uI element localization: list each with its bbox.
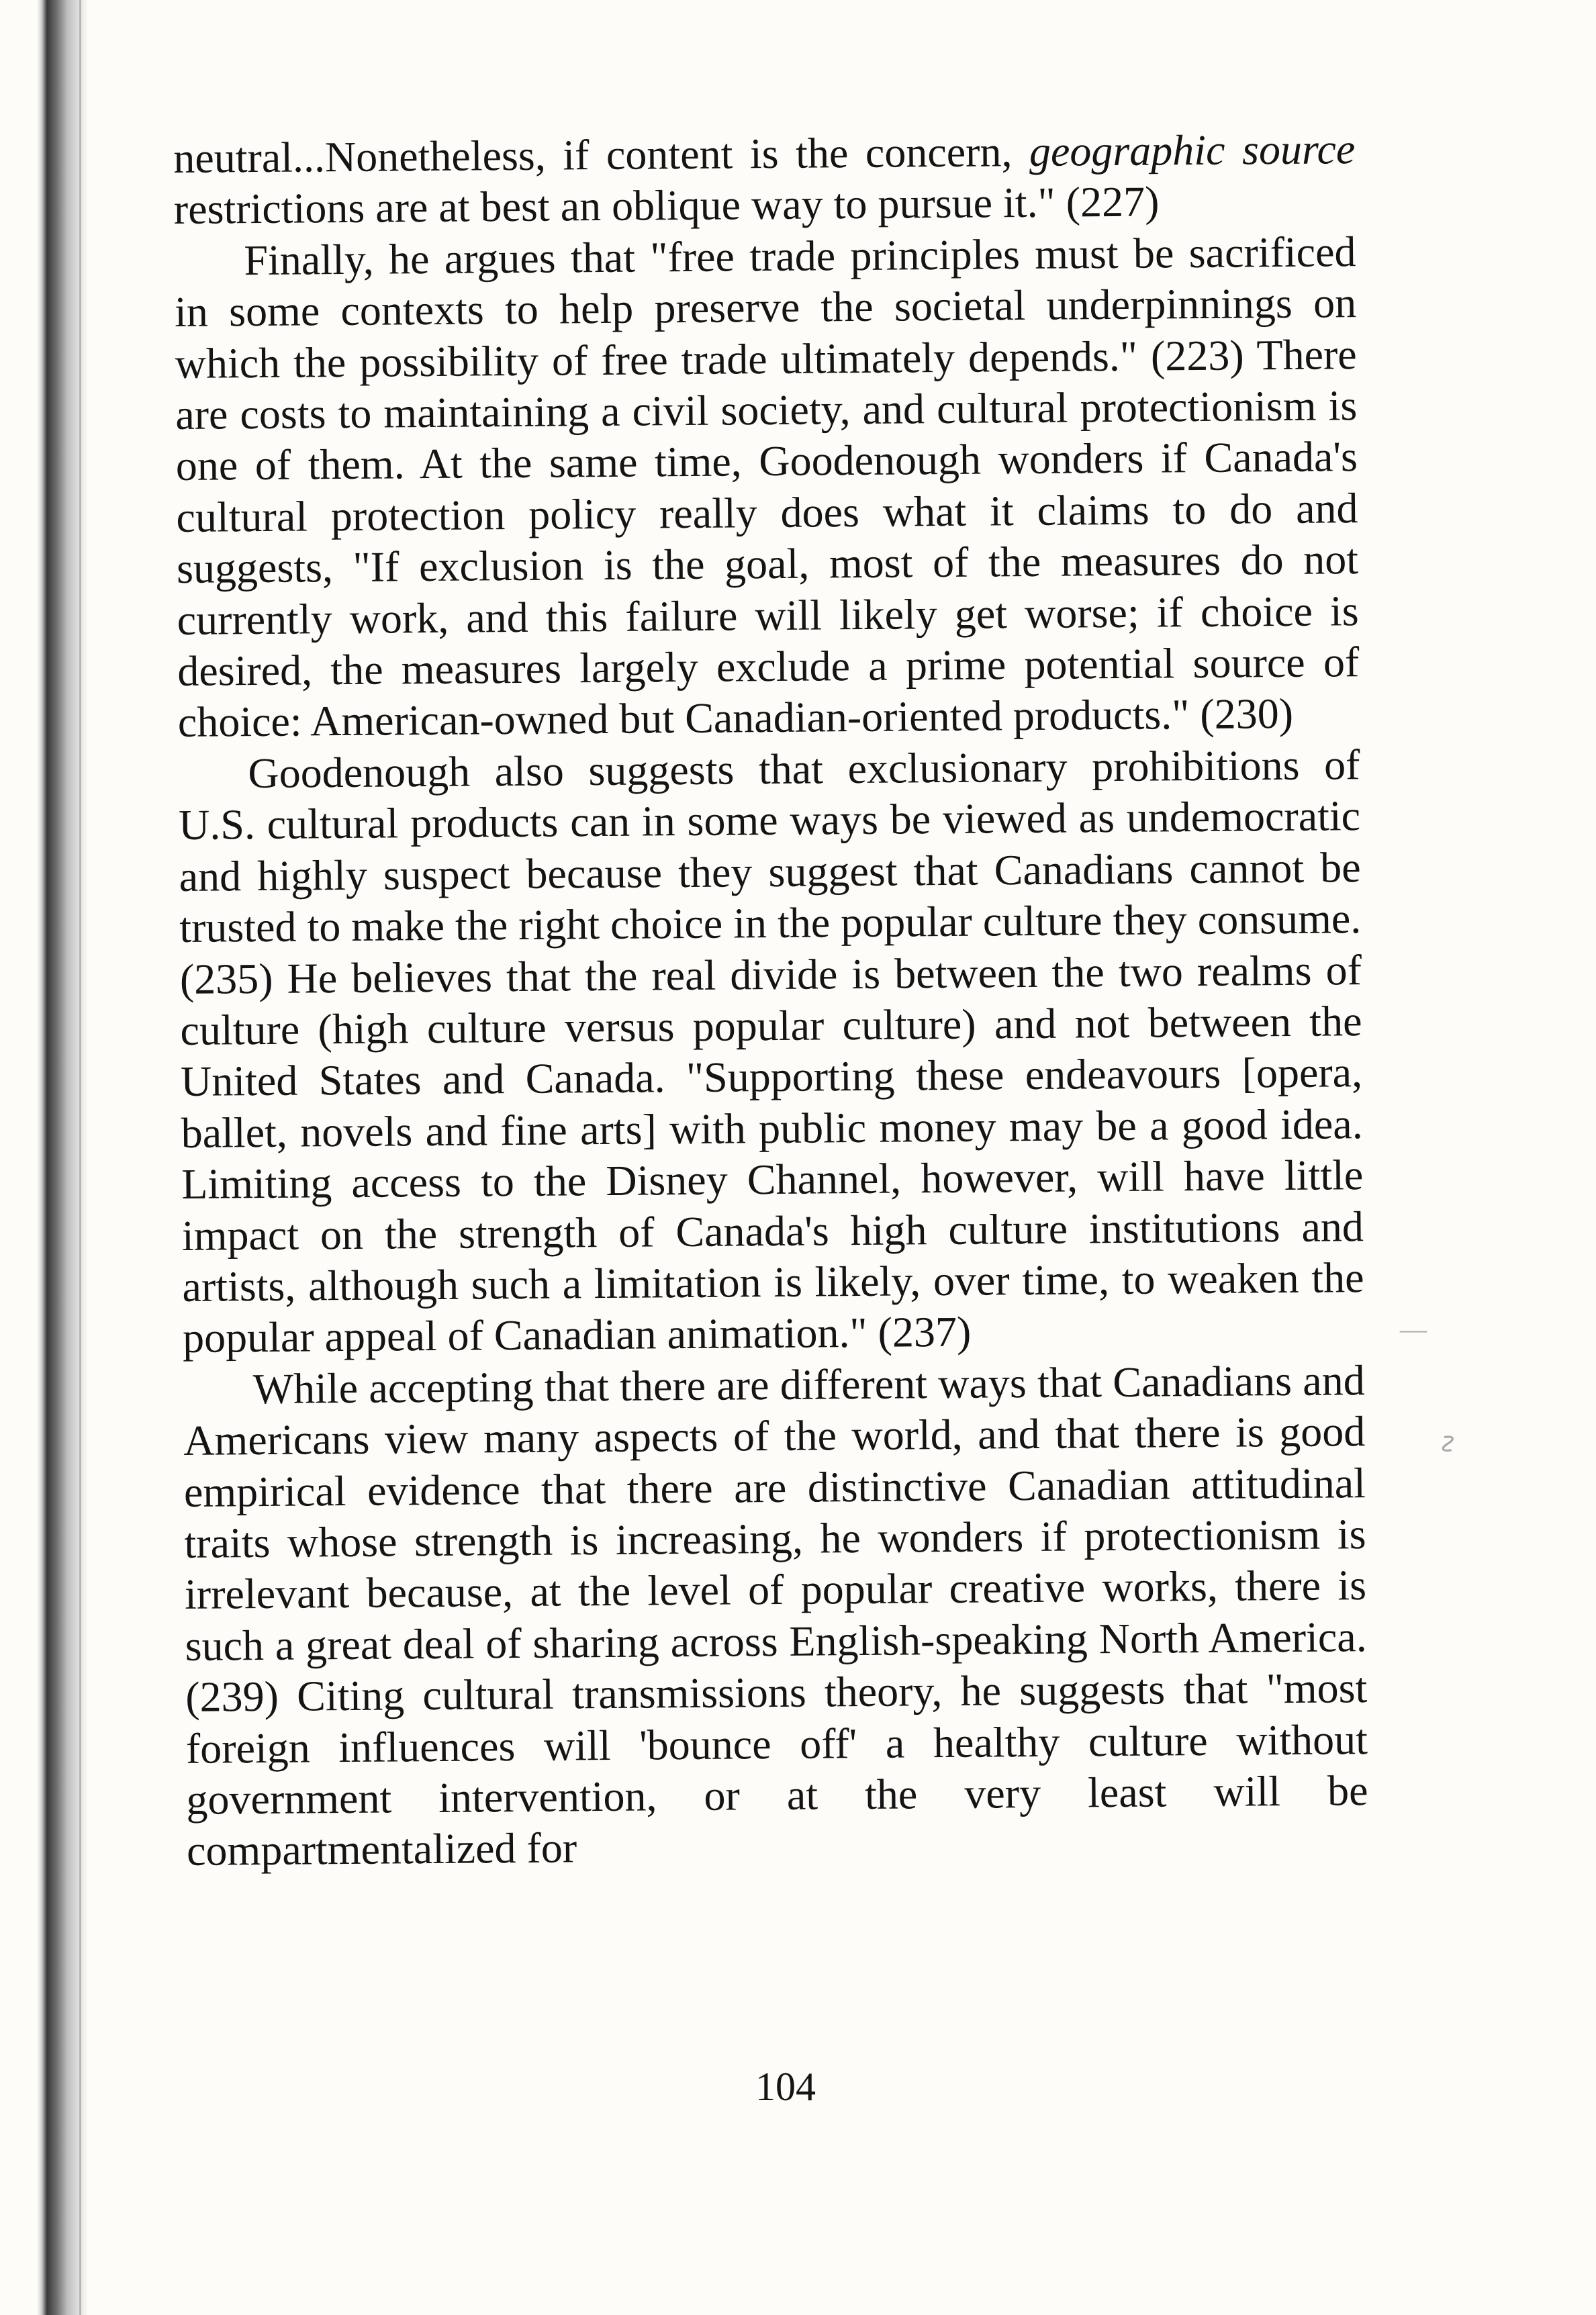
paragraph-1 [173,124,1356,236]
page-number: 104 [755,2065,816,2109]
text-run: While accepting that there are different ways that Canadians and Americans view many aspects of the world, and that there is good empirical evidence that there are distinctive Canadian attitudinal traits whose strength is increasing, he wonders if protectionism is irrelevant because, at the level of popular creative works, there is such a great deal of sharing across English-speaking North America. (239) Citing cultural transmissions theory, he suggests that "most foreign influences will 'bounce off' a healthy culture without government intervention, or at the very least will be compartmentalized for [183,1356,1368,1875]
paragraph-4 [183,1355,1368,1877]
text-run: Finally, he argues that "free trade principles must be sacrificed in some contexts to help preserve the societal underpinnings on which the possibility of free trade ultimately depends." (223) There are costs to maintaining a civil society, and cultural protectionism is one of them. At the same time, Goodenough wonders if Canada's cultural protection policy really does what it claims to do and suggests, "If exclusion is the goal, most of the measures do not currently work, and this failure will likely get worse; if choice is desired, the measures largely exclude a prime potential source of choice: American-owned but Canadian-oriented products." (230) [174,227,1360,747]
page-binding-edge [0,0,87,2315]
scan-speck: — [1400,1314,1427,1344]
text-run: Goodenough also suggests that exclusionary prohibitions of U.S. cultural products can in some ways be viewed as undemocratic and highly suspect because they suggest that Canadians cannot be trusted to make the right choice in the popular culture they consume. (235) He believes that the real divide is between the two realms of culture (high culture versus popular culture) and not between the United States and Canada. "Supporting these endeavours [opera, ballet, novels and fine arts] with public money may be a good idea. Limiting access to the Disney Channel, however, will have little impact on the strength of Canada's high culture institutions and artists, although such a limitation is likely, over time, to weaken the popular appeal of Canadian animation." (237) [178,741,1364,1362]
page-body-text [173,124,1368,1877]
binding-shadow-line [79,0,81,2315]
italic-text-run: geographic source [1029,125,1356,175]
text-run: neutral...Nonetheless, if content is the concern, [173,127,1030,182]
scan-speck: ∿ [1430,1427,1467,1460]
text-run: restrictions are at best an oblique way to pursue it." (227) [173,177,1160,234]
paragraph-2 [174,226,1360,749]
paragraph-3 [178,739,1364,1364]
